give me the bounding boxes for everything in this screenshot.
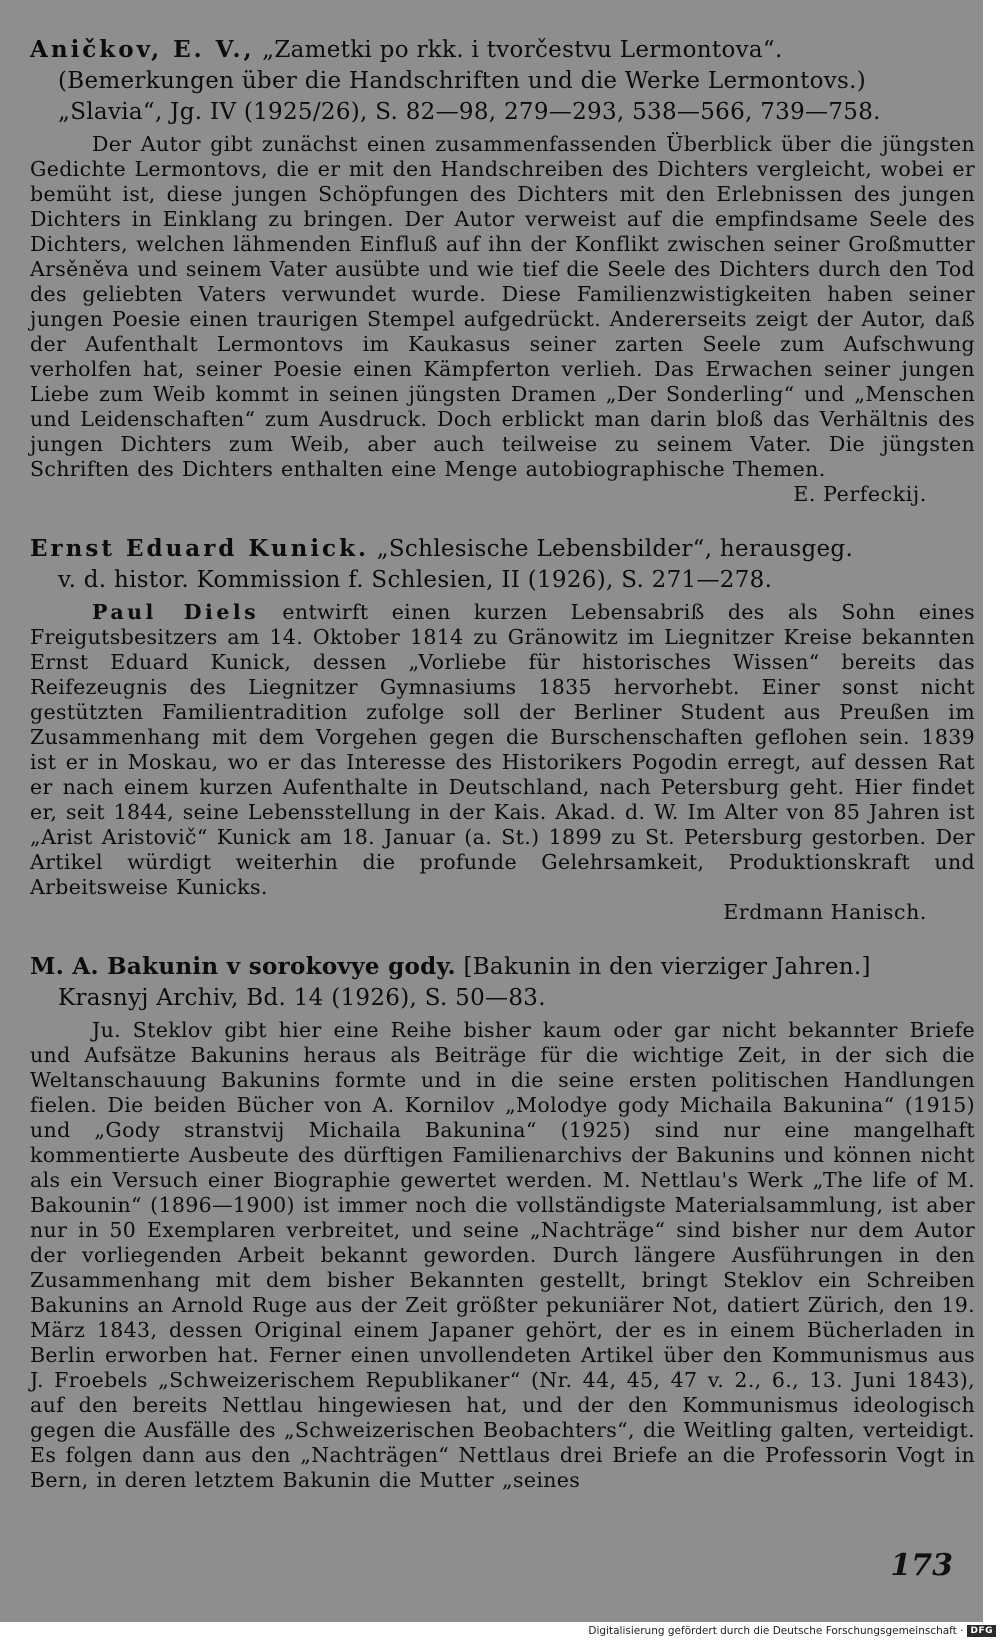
entry-title: „Zametki po rkk. i tvorčestvu Lermontova“.: [262, 37, 783, 63]
entry-heading: [30, 34, 975, 128]
entry-citation: v. d. histor. Kommission f. Schlesien, II (1926), S. 271—278.: [58, 567, 773, 593]
entry-author: Ernst Eduard Kunick.: [30, 535, 370, 562]
footer-text: Digitalisierung gefördert durch die Deutsche Forschungsgemeinschaft ·: [588, 1625, 964, 1637]
page-content: [30, 34, 975, 1519]
dfg-logo-icon: DFG: [967, 1625, 996, 1637]
entry-body: Ju. Steklov gibt hier eine Reihe bisher kaum oder gar nicht bekannter Briefe und Aufsätze Bakunins heraus als Beiträge für die wichtige Zeit, in der sich die Weltanschauung Bakunins formte und in die seine ersten politischen Handlungen fielen. Die beiden Bücher von A. Kornilov „Molodye gody Michaila Bakunina“ (1915) und „Gody stranstvij Michaila Bakunina“ (1925) sind nur eine mangelhaft kommentierte Ausbeute des dürftigen Familienarchivs der Bakunins und können nicht als ein Versuch einer Biographie gewertet werden. M. Nettlau's Werk „The life of M. Bakounin“ (1896—1900) ist immer noch die vollständigste Materialsammlung, ist aber nur in 50 Exemplaren verbreitet, und seine „Nachträge“ sind bisher nur dem Autor der vorliegenden Arbeit bekannt geworden. Durch längere Ausführungen in den Zusammenhang mit dem bisher Bekannten gestellt, bringt Steklov ein Schreiben Bakunins an Arnold Ruge aus der Zeit größter pekuniärer Not, datiert Zürich, den 19. März 1843, dessen Original einem Japaner gehört, der es in einem Bücherladen in Berlin erworben hat. Ferner einen unvollendeten Artikel über den Kommunismus aus J. Froebels „Schweizerischem Republikaner“ (Nr. 44, 45, 47 v. 2., 6., 13. Juni 1843), auf den bereits Nettlau hingewiesen hat, und der den Kommunismus ideologisch gegen die Ausfälle des „Schweizerischen Beobachters“, die Weitling galten, verteidigt. Es folgen dann aus den „Nachträgen“ Nettlaus drei Briefe an die Professorin Vogt in Bern, in deren letztem Bakunin die Mutter „seines: [30, 1018, 975, 1492]
entry-body: Der Autor gibt zunächst einen zusammenfassenden Überblick über die jüngsten Gedichte Lermontovs, die er mit den Handschreiben des Dichters vergleicht, wobei er bemüht ist, diese jungen Schöpfungen des Dichters mit den Erlebnissen des jungen Dichters in Einklang zu bringen. Der Autor verweist auf die empfindsame Seele des Dichters, welchen lähmenden Einfluß auf ihn der Konflikt zwischen seiner Großmutter Arsěněva und seinem Vater ausübte und wie tief die Seele des Dichters durch den Tod des geliebten Vaters verwundet wurde. Diese Familienzwistigkeiten haben seiner jungen Poesie einen traurigen Stempel aufgedrückt. Andererseits zeigt der Autor, daß der Aufenthalt Lermontovs im Kaukasus seiner zarten Seele zum Aufschwung verholfen hat, seiner Poesie einen Kämpferton verlieh. Das Erwachen seiner jungen Liebe zum Weib kommt in seinen jüngsten Dramen „Der Sonderling“ und „Menschen und Leidenschaften“ zum Ausdruck. Doch erblickt man darin bloß das Verhältnis des jungen Dichters zum Weib, aber auch teilweise zu seinem Vater. Die jüngsten Schriften des Dichters enthalten eine Menge autobiographische Themen.: [30, 132, 975, 481]
digitization-footer: [588, 1625, 996, 1637]
entry-author: Aničkov, E. V.,: [30, 36, 255, 63]
entry-reviewer: Erdmann Hanisch.: [723, 900, 927, 924]
entry-title: [Bakunin in den vierziger Jahren.]: [463, 954, 871, 980]
entry-author: M. A. Bakunin v sorokovye gody.: [30, 953, 456, 980]
entry-heading: [30, 951, 975, 1014]
entry-title-translation: (Bemerkungen über die Handschriften und die Werke Lermontovs.): [58, 68, 867, 94]
page-number: 173: [890, 1548, 953, 1583]
entry-lermontov: [30, 34, 975, 507]
entry-bakunin: [30, 951, 975, 1493]
entry-kunick: [30, 533, 975, 925]
entry-reviewer: E. Perfeckij.: [793, 482, 927, 506]
entry-title: „Schlesische Lebensbilder“, herausgeg.: [376, 536, 854, 562]
entry-heading: [30, 533, 975, 596]
body-text: entwirft einen kurzen Lebensabriß des als Sohn eines Freigutsbesitzers am 14. Oktober 1814 zu Gränowitz im Liegnitzer Kreise bekannten Ernst Eduard Kunick, dessen „Vorliebe für historisches Wissen“ bereits das Reifezeugnis des Liegnitzer Gymnasiums 1835 hervorhebt. Einer sonst nicht gestützten Familientradition zufolge soll der Berliner Student aus Preußen im Zusammenhang mit dem Vorgehen gegen die Burschenschaften geflohen sein. 1839 ist er in Moskau, wo er das Interesse des Historikers Pogodin erregt, auf dessen Rat er nach einem kurzen Aufenthalte in Deutschland, nach Petersburg geht. Hier findet er, seit 1844, seine Lebensstellung in der Kais. Akad. d. W. Im Alter von 85 Jahren ist „Arist Aristovič“ Kunick am 18. Januar (a. St.) 1899 zu St. Petersburg gestorben. Der Artikel würdigt weiterhin die profunde Gelehrsamkeit, Produktionskraft und Arbeitsweise Kunicks.: [30, 600, 975, 899]
entry-citation: „Slavia“, Jg. IV (1925/26), S. 82—98, 279—293, 538—566, 739—758.: [58, 99, 881, 125]
entry-body: [30, 600, 975, 900]
body-lead-author: Paul Diels: [92, 600, 260, 624]
entry-citation: Krasnyj Archiv, Bd. 14 (1926), S. 50—83.: [58, 985, 546, 1011]
